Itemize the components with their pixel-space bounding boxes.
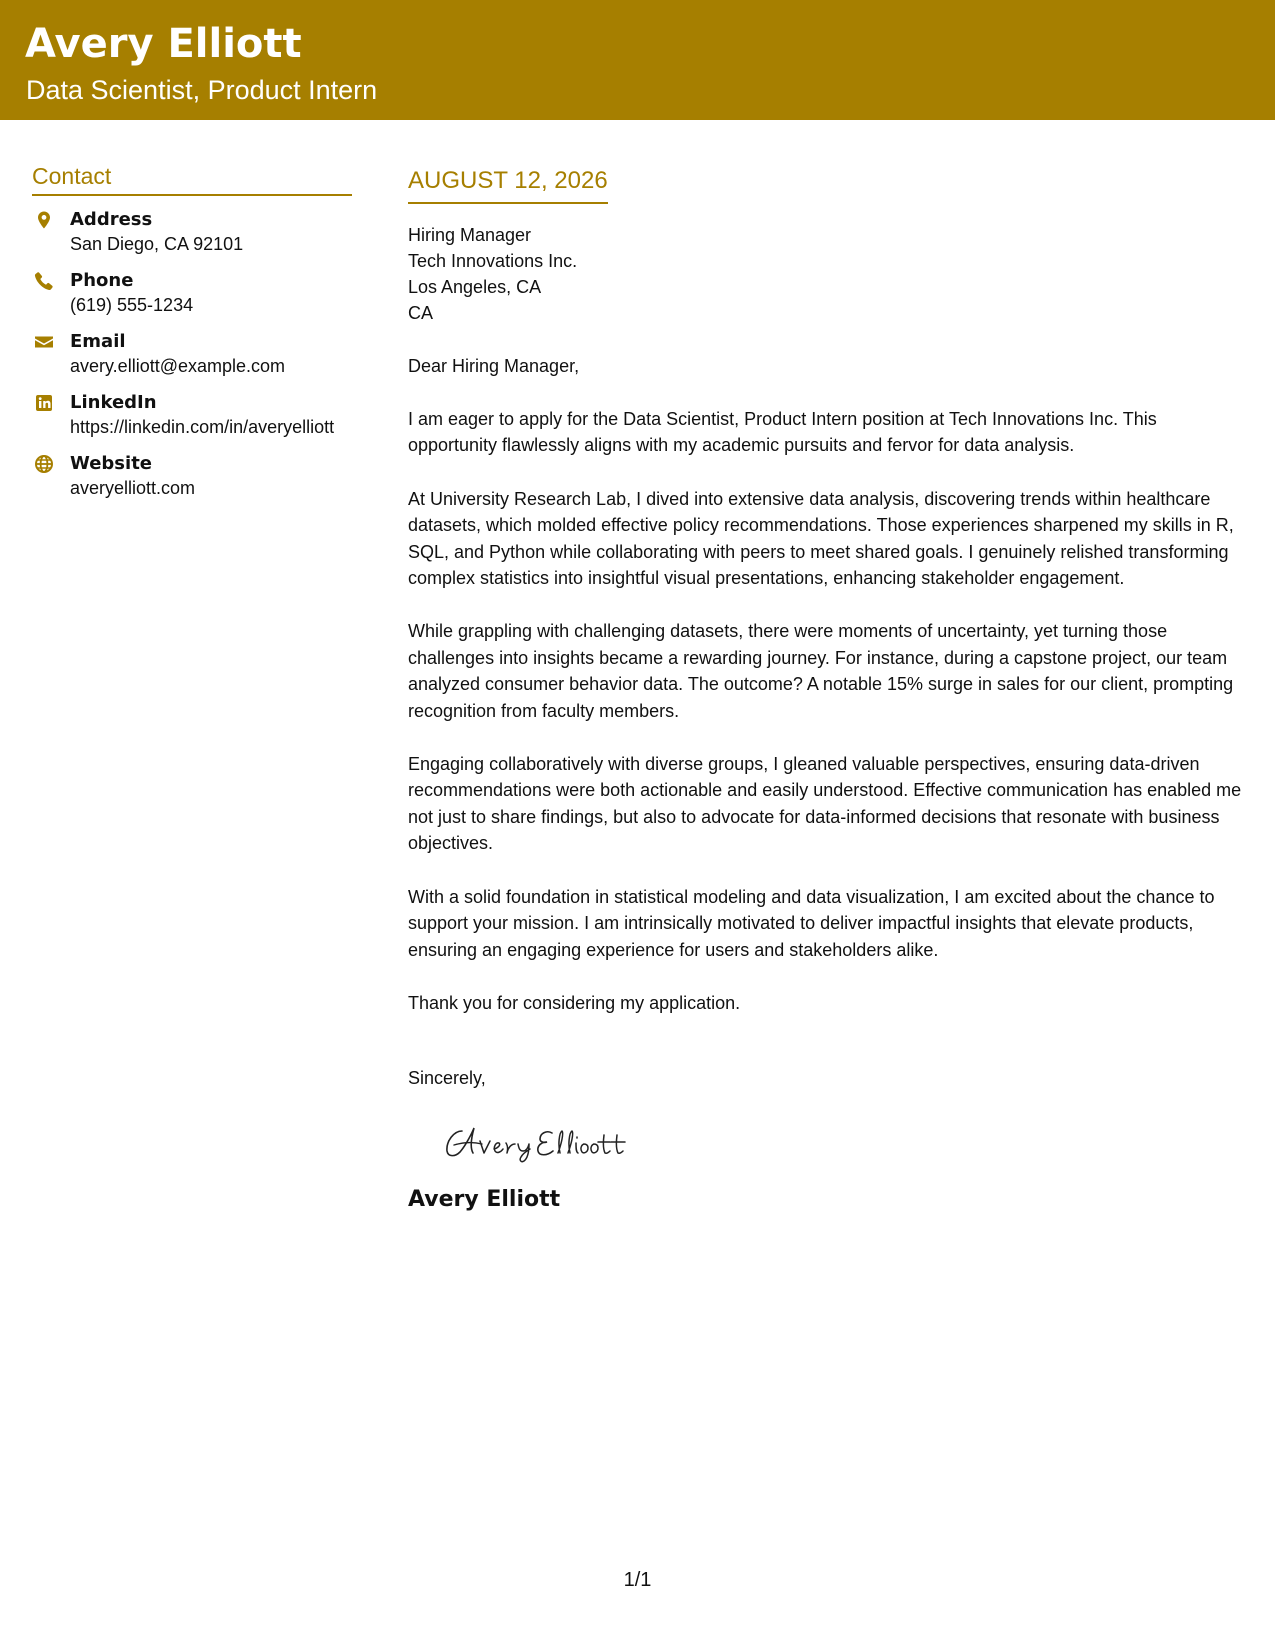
signer-name: Avery Elliott [408, 1187, 561, 1213]
recipient-block [408, 222, 1250, 326]
letter-paragraph: At University Research Lab, I dived into extensive data analysis, discovering trends within healthcare datasets, which molded effective policy recommendations. Those experiences sharpened my skills in R, SQL, and Python while collaborating with peers to meet shared goals. I genuinely relished transforming complex statistics into insightful visual presentations, enhancing stakeholder engagement. [408, 488, 1234, 589]
contact-label: Phone [70, 270, 134, 291]
contact-label: LinkedIn [70, 392, 157, 413]
contact-value: (619) 555-1234 [70, 295, 194, 315]
letter-paragraph: I am eager to apply for the Data Scientist, Product Intern position at Tech Innovations Inc. This opportunity flawlessly aligns with my academic pursuits and fervor for data analysis. [408, 409, 1157, 456]
contact-website [32, 452, 352, 501]
contact-email [32, 330, 352, 379]
recipient-line: Hiring Manager [408, 225, 532, 245]
letter-paragraph: Engaging collaboratively with diverse groups, I gleaned valuable perspectives, ensuring data-driven recommendations were both actionable and easily understood. Effective communication has enabled me not just to share findings, but also to advocate for data-informed decisions that resonate with business objectives. [408, 754, 1242, 854]
letter-paragraph: With a solid foundation in statistical modeling and data visualization, I am excited about the chance to support your mission. I am intrinsically motivated to deliver impactful insights that elevate products, ensuring an engaging experience for users and stakeholders alike. [408, 886, 1215, 960]
recipient-line: Los Angeles, CA [408, 277, 542, 297]
letter-paragraph: Thank you for considering my application. [408, 992, 741, 1013]
letter-date: AUGUST 12, 2026 [408, 166, 608, 204]
envelope-icon [34, 332, 54, 352]
contact-label: Website [70, 453, 153, 474]
recipient-line: Tech Innovations Inc. [408, 251, 578, 271]
contact-label: Email [70, 331, 126, 352]
map-pin-icon [34, 210, 54, 230]
contact-value: avery.elliott@example.com [70, 356, 286, 376]
contact-sidebar [32, 162, 352, 513]
phone-icon [34, 271, 54, 291]
applicant-name: Avery Elliott [25, 21, 302, 67]
contact-link[interactable]: https://linkedin.com/in/averyelliott [70, 417, 335, 437]
salutation: Dear Hiring Manager, [408, 356, 580, 376]
page-number: 1/1 [623, 1569, 652, 1591]
contact-label: Address [70, 209, 153, 230]
signature-image [434, 1113, 654, 1169]
letter-body [408, 166, 1250, 1214]
applicant-title: Data Scientist, Product Intern [26, 75, 378, 105]
contact-link[interactable]: averyelliott.com [70, 478, 196, 498]
contact-phone [32, 269, 352, 318]
recipient-line: CA [408, 303, 434, 323]
contact-linkedin [32, 391, 352, 440]
letter-paragraph: While grappling with challenging datasets, there were moments of uncertainty, yet turning those challenges into insights became a rewarding journey. For instance, during a capstone project, our team analyzed consumer behavior data. The outcome? A notable 15% surge in sales for our client, prompting recognition from faculty members. [408, 621, 1234, 721]
closing: Sincerely, [408, 1068, 486, 1089]
globe-icon [34, 454, 54, 474]
contact-heading: Contact [32, 162, 352, 196]
contact-value: San Diego, CA 92101 [70, 234, 244, 254]
linkedin-icon [34, 393, 54, 413]
header-banner [0, 0, 1275, 120]
contact-address [32, 208, 352, 257]
